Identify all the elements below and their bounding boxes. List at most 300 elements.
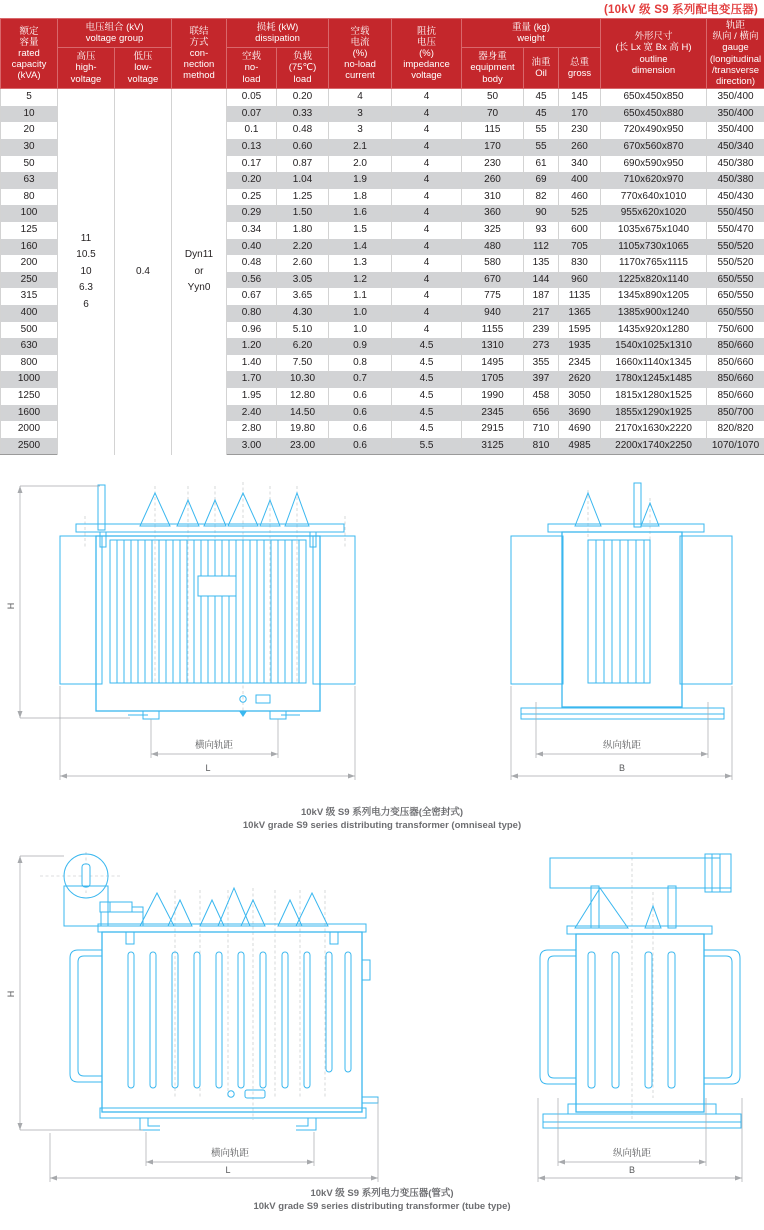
cell-oil: 45: [524, 106, 559, 123]
th-lv-l1: 低压: [133, 51, 153, 63]
cell-oil: 90: [524, 205, 559, 222]
cell-no-load: 0.20: [227, 172, 277, 189]
th-weight-l2: weight: [517, 32, 545, 44]
th-oil-l2: Oil: [535, 67, 547, 79]
th-outline-l4: dimension: [631, 64, 676, 76]
cell-no-load: 1.70: [227, 371, 277, 388]
cell-capacity: 160: [1, 239, 58, 256]
cell-capacity: 200: [1, 255, 58, 272]
cell-dimension: 710x620x970: [601, 172, 707, 189]
th-outline-l1: 外形尺寸: [634, 31, 673, 43]
th-dl-l1: 负载: [293, 51, 313, 63]
cell-oil: 458: [524, 388, 559, 405]
cell-no-load: 0.07: [227, 106, 277, 123]
cell-dimension: 1815x1280x1525: [601, 388, 707, 405]
th-weight-l1: 重量 (kg): [512, 21, 551, 33]
cell-no-load: 0.17: [227, 156, 277, 173]
cell-impedance: 4: [392, 222, 462, 239]
cell-dimension: 1105x730x1065: [601, 239, 707, 256]
th-dnl-l3: load: [242, 73, 261, 85]
cell-oil: 45: [524, 89, 559, 106]
connection-value: Yyn0: [187, 282, 211, 294]
cell-gross: 3050: [559, 388, 601, 405]
cell-body: 1990: [462, 388, 524, 405]
th-dissipation-l1: 损耗 (kW): [256, 21, 299, 33]
tube-drawing: [0, 848, 764, 1188]
cell-no-load: 3.00: [227, 438, 277, 455]
th-dissipation: [227, 19, 329, 48]
cell-load75: 4.30: [277, 305, 329, 322]
cell-body: 310: [462, 189, 524, 206]
th-high-voltage: [58, 47, 115, 88]
cell-oil: 55: [524, 139, 559, 156]
th-gauge-l5: /transverse: [712, 64, 760, 76]
cell-body: 1495: [462, 355, 524, 372]
cell-gross: 2620: [559, 371, 601, 388]
th-nlc-l5: current: [345, 70, 375, 82]
cell-oil: 810: [524, 438, 559, 455]
cell-gauge: 850/660: [707, 371, 764, 388]
cell-body: 940: [462, 305, 524, 322]
cell-dimension: 1660x1140x1345: [601, 355, 707, 372]
th-dl-l2: (75℃): [288, 62, 317, 74]
cell-no-load-current: 2.1: [329, 139, 392, 156]
table-row: [1, 89, 764, 106]
cell-impedance: 4.5: [392, 355, 462, 372]
cell-impedance: 4: [392, 255, 462, 272]
cell-body: 115: [462, 122, 524, 139]
cell-oil: 187: [524, 288, 559, 305]
cell-no-load-current: 0.6: [329, 388, 392, 405]
cell-no-load-current: 1.6: [329, 205, 392, 222]
cell-impedance: 4: [392, 239, 462, 256]
cell-gross: 1595: [559, 322, 601, 339]
cell-impedance: 4.5: [392, 388, 462, 405]
high-voltage-value: 6.3: [79, 282, 93, 294]
cell-dimension: 1170x765x1115: [601, 255, 707, 272]
cell-gauge: 650/550: [707, 305, 764, 322]
cell-capacity: 315: [1, 288, 58, 305]
tube-front-view: [6, 852, 378, 1182]
cell-no-load: 1.95: [227, 388, 277, 405]
th-connection-l2: 方式: [189, 36, 209, 48]
cell-dimension: 2200x1740x2250: [601, 438, 707, 455]
cell-capacity: 250: [1, 272, 58, 289]
cell-connection-merged: [172, 89, 227, 455]
cell-no-load-current: 2.0: [329, 156, 392, 173]
cell-no-load-current: 1.0: [329, 322, 392, 339]
cell-impedance: 4: [392, 106, 462, 123]
cell-no-load-current: 4: [329, 89, 392, 106]
th-voltage-group: [58, 19, 172, 48]
th-oil-l1: 油重: [531, 56, 551, 68]
omniseal-side-width-label: B: [618, 763, 626, 773]
cell-no-load-current: 3: [329, 122, 392, 139]
cell-impedance: 4.5: [392, 405, 462, 422]
cell-gauge: 550/520: [707, 255, 764, 272]
cell-gauge: 850/700: [707, 405, 764, 422]
th-eb-l3: body: [482, 73, 503, 85]
cell-oil: 239: [524, 322, 559, 339]
cell-gross: 4985: [559, 438, 601, 455]
cell-no-load: 0.56: [227, 272, 277, 289]
cell-no-load: 1.40: [227, 355, 277, 372]
tube-side-gauge-label: 纵向轨距: [612, 1148, 652, 1159]
cell-capacity: 100: [1, 205, 58, 222]
cell-load75: 7.50: [277, 355, 329, 372]
th-weight: [462, 19, 601, 48]
th-nlc-l1: 空载: [350, 25, 370, 37]
th-imp-l2: 电压: [417, 36, 437, 48]
th-equipment-body: [462, 47, 524, 88]
cell-no-load: 0.67: [227, 288, 277, 305]
cell-gross: 4690: [559, 421, 601, 438]
cell-body: 775: [462, 288, 524, 305]
cell-dimension: 1435x920x1280: [601, 322, 707, 339]
tube-front-width-label: L: [225, 1165, 231, 1175]
cell-no-load: 0.1: [227, 122, 277, 139]
cell-no-load-current: 1.5: [329, 222, 392, 239]
cell-capacity: 2500: [1, 438, 58, 455]
cell-gross: 230: [559, 122, 601, 139]
cell-high-voltage-merged: [58, 89, 115, 455]
th-connection-l4: nection: [183, 59, 215, 71]
cell-no-load-current: 1.2: [329, 272, 392, 289]
cell-body: 2345: [462, 405, 524, 422]
page-title: (10kV 级 S9 系列配电变压器): [604, 4, 758, 16]
cell-impedance: 4.5: [392, 338, 462, 355]
cell-load75: 5.10: [277, 322, 329, 339]
cell-dimension: 770x640x1010: [601, 189, 707, 206]
cell-no-load: 0.80: [227, 305, 277, 322]
cell-impedance: 4: [392, 288, 462, 305]
high-voltage-value: 10.5: [76, 249, 96, 261]
cell-no-load: 0.96: [227, 322, 277, 339]
cell-no-load: 0.34: [227, 222, 277, 239]
figure-tube-caption-en: 10kV grade S9 series distributing transformer (tube type): [253, 1200, 511, 1212]
cell-oil: 144: [524, 272, 559, 289]
th-dissipation-no-load: [227, 47, 277, 88]
cell-load75: 0.60: [277, 139, 329, 156]
cell-gauge: 450/340: [707, 139, 764, 156]
figure-tube-caption-cn: 10kV 级 S9 系列电力变压器(管式): [310, 1188, 454, 1199]
th-hv-l2: high-: [75, 62, 97, 74]
cell-no-load-current: 3: [329, 106, 392, 123]
cell-load75: 1.04: [277, 172, 329, 189]
th-gauge-l1: 轨距: [726, 20, 746, 31]
cell-dimension: 670x560x870: [601, 139, 707, 156]
cell-impedance: 4: [392, 322, 462, 339]
cell-impedance: 4.5: [392, 371, 462, 388]
cell-load75: 3.05: [277, 272, 329, 289]
th-nlc-l4: no-load: [344, 59, 376, 71]
cell-gauge: 850/660: [707, 338, 764, 355]
th-oil: [524, 47, 559, 88]
cell-capacity: 50: [1, 156, 58, 173]
cell-impedance: 4.5: [392, 421, 462, 438]
tube-side-view: [538, 852, 742, 1182]
cell-oil: 355: [524, 355, 559, 372]
cell-gauge: 820/820: [707, 421, 764, 438]
cell-no-load: 0.29: [227, 205, 277, 222]
th-voltage-group-l2: voltage group: [85, 32, 144, 44]
cell-load75: 1.25: [277, 189, 329, 206]
omniseal-side-view: [511, 483, 732, 780]
cell-capacity: 800: [1, 355, 58, 372]
cell-gauge: 550/520: [707, 239, 764, 256]
omniseal-side-gauge-label: 纵向轨距: [602, 740, 642, 751]
cell-oil: 69: [524, 172, 559, 189]
omniseal-front-height-label: H: [6, 602, 16, 610]
cell-load75: 0.48: [277, 122, 329, 139]
cell-oil: 135: [524, 255, 559, 272]
cell-capacity: 400: [1, 305, 58, 322]
cell-load75: 10.30: [277, 371, 329, 388]
cell-capacity: 2000: [1, 421, 58, 438]
cell-oil: 273: [524, 338, 559, 355]
th-connection-method: [172, 19, 227, 89]
cell-body: 360: [462, 205, 524, 222]
cell-capacity: 630: [1, 338, 58, 355]
th-hv-l3: voltage: [70, 73, 102, 85]
cell-gauge: 350/400: [707, 106, 764, 123]
th-gauge-l4: (longitudinal: [709, 53, 762, 65]
th-gross: [559, 47, 601, 88]
th-hv-l1: 高压: [76, 51, 96, 63]
cell-oil: 61: [524, 156, 559, 173]
cell-oil: 710: [524, 421, 559, 438]
th-rated-capacity-l5: (kVA): [17, 70, 41, 82]
th-impedance-voltage: [392, 19, 462, 89]
th-rated-capacity-l3: rated: [18, 48, 40, 59]
cell-impedance: 4: [392, 172, 462, 189]
tube-front-height-label: H: [6, 990, 16, 998]
th-imp-l4: impedance: [403, 59, 450, 71]
cell-oil: 112: [524, 239, 559, 256]
cell-no-load-current: 1.9: [329, 172, 392, 189]
cell-gross: 960: [559, 272, 601, 289]
cell-gauge: 750/600: [707, 322, 764, 339]
th-lv-l3: voltage: [127, 73, 159, 85]
cell-gauge: 850/660: [707, 355, 764, 372]
cell-gauge: 550/470: [707, 222, 764, 239]
figure-tube-views: [0, 848, 764, 1188]
cell-capacity: 500: [1, 322, 58, 339]
cell-dimension: 1385x900x1240: [601, 305, 707, 322]
cell-gauge: 650/550: [707, 288, 764, 305]
th-rated-capacity: [1, 19, 58, 89]
cell-load75: 0.33: [277, 106, 329, 123]
cell-impedance: 4: [392, 305, 462, 322]
th-connection-l5: method: [183, 70, 215, 82]
figure-omniseal: [0, 478, 764, 833]
cell-gross: 170: [559, 106, 601, 123]
cell-impedance: 5.5: [392, 438, 462, 455]
cell-impedance: 4: [392, 139, 462, 156]
cell-dimension: 1780x1245x1485: [601, 371, 707, 388]
cell-gauge: 350/400: [707, 122, 764, 139]
cell-impedance: 4: [392, 156, 462, 173]
th-no-load-current: [329, 19, 392, 89]
cell-oil: 217: [524, 305, 559, 322]
cell-body: 1705: [462, 371, 524, 388]
figure-omniseal-caption-cn: 10kV 级 S9 系列电力变压器(全密封式): [300, 807, 464, 818]
cell-body: 260: [462, 172, 524, 189]
cell-dimension: 650x450x850: [601, 89, 707, 106]
cell-capacity: 10: [1, 106, 58, 123]
th-nlc-l3: (%): [352, 48, 368, 59]
th-dissipation-l2: dissipation: [255, 32, 300, 44]
cell-oil: 93: [524, 222, 559, 239]
tube-side-width-label: B: [628, 1165, 636, 1175]
omniseal-front-view: [6, 482, 355, 780]
figure-tube-caption: [0, 1188, 764, 1214]
high-voltage-value: 11: [80, 232, 92, 244]
cell-dimension: 2170x1630x2220: [601, 421, 707, 438]
cell-dimension: 690x590x950: [601, 156, 707, 173]
cell-body: 3125: [462, 438, 524, 455]
cell-capacity: 125: [1, 222, 58, 239]
cell-gross: 525: [559, 205, 601, 222]
cell-dimension: 955x620x1020: [601, 205, 707, 222]
cell-no-load-current: 1.4: [329, 239, 392, 256]
th-gross-l2: gross: [567, 67, 592, 79]
connection-value: or: [194, 265, 204, 277]
cell-capacity: 63: [1, 172, 58, 189]
cell-no-load-current: 1.0: [329, 305, 392, 322]
cell-body: 70: [462, 106, 524, 123]
cell-load75: 3.65: [277, 288, 329, 305]
th-gauge-l2: 纵向 / 横向: [712, 31, 759, 43]
th-dnl-l1: 空载: [241, 51, 261, 63]
th-low-voltage: [115, 47, 172, 88]
th-gross-l1: 总重: [570, 56, 590, 68]
cell-capacity: 1250: [1, 388, 58, 405]
cell-body: 1310: [462, 338, 524, 355]
cell-load75: 23.00: [277, 438, 329, 455]
cell-load75: 0.87: [277, 156, 329, 173]
th-nlc-l2: 电流: [350, 36, 370, 48]
cell-capacity: 1600: [1, 405, 58, 422]
cell-load75: 0.20: [277, 89, 329, 106]
cell-no-load: 0.48: [227, 255, 277, 272]
tube-front-gauge-label: 横向轨距: [210, 1148, 250, 1159]
th-imp-l1: 阻抗: [417, 25, 437, 37]
cell-capacity: 20: [1, 122, 58, 139]
th-imp-l3: (%): [419, 48, 434, 59]
cell-no-load: 0.40: [227, 239, 277, 256]
transformer-spec-table: [0, 18, 764, 455]
cell-gauge: 1070/1070: [707, 438, 764, 455]
cell-load75: 12.80: [277, 388, 329, 405]
cell-body: 325: [462, 222, 524, 239]
cell-gauge: 350/400: [707, 89, 764, 106]
cell-no-load: 0.25: [227, 189, 277, 206]
cell-gross: 460: [559, 189, 601, 206]
cell-load75: 6.20: [277, 338, 329, 355]
cell-load75: 1.80: [277, 222, 329, 239]
cell-dimension: 1540x1025x1310: [601, 338, 707, 355]
cell-gauge: 450/380: [707, 156, 764, 173]
cell-gross: 1135: [559, 288, 601, 305]
th-outline-l2: (长 Lx 宽 Bx 高 H): [615, 42, 692, 54]
cell-load75: 1.50: [277, 205, 329, 222]
cell-oil: 55: [524, 122, 559, 139]
cell-dimension: 1225x820x1140: [601, 272, 707, 289]
th-eb-l1: 器身重: [478, 51, 507, 63]
th-dissipation-load-75c: [277, 47, 329, 88]
cell-no-load-current: 0.6: [329, 438, 392, 455]
table-body: [1, 89, 764, 455]
cell-body: 480: [462, 239, 524, 256]
cell-no-load: 2.40: [227, 405, 277, 422]
cell-gross: 705: [559, 239, 601, 256]
cell-impedance: 4: [392, 122, 462, 139]
cell-body: 580: [462, 255, 524, 272]
cell-oil: 397: [524, 371, 559, 388]
cell-gauge: 850/660: [707, 388, 764, 405]
cell-gross: 145: [559, 89, 601, 106]
omniseal-drawing: [0, 478, 764, 803]
cell-body: 170: [462, 139, 524, 156]
connection-value: Dyn11: [184, 249, 214, 261]
th-imp-l5: voltage: [411, 70, 442, 82]
cell-capacity: 30: [1, 139, 58, 156]
th-gauge-l3: gauge: [722, 42, 749, 54]
cell-gross: 3690: [559, 405, 601, 422]
cell-oil: 82: [524, 189, 559, 206]
table-header: [1, 19, 764, 89]
cell-no-load-current: 1.1: [329, 288, 392, 305]
cell-no-load-current: 0.6: [329, 405, 392, 422]
figure-omniseal-caption-en: 10kV grade S9 series distributing transformer (omniseal type): [242, 819, 522, 831]
cell-load75: 2.20: [277, 239, 329, 256]
cell-no-load-current: 0.6: [329, 421, 392, 438]
th-rated-capacity-l4: capacity: [11, 59, 47, 71]
cell-dimension: 1855x1290x1925: [601, 405, 707, 422]
th-dl-l3: load: [293, 73, 312, 85]
omniseal-front-gauge-label: 横向轨距: [194, 740, 234, 751]
cell-oil: 656: [524, 405, 559, 422]
th-connection-l3: con-: [189, 48, 209, 59]
cell-body: 2915: [462, 421, 524, 438]
cell-impedance: 4: [392, 89, 462, 106]
figure-tube: [0, 848, 764, 1214]
cell-gross: 600: [559, 222, 601, 239]
high-voltage-value: 6: [83, 298, 89, 310]
cell-body: 1155: [462, 322, 524, 339]
cell-impedance: 4: [392, 272, 462, 289]
th-rated-capacity-l1: 额定: [19, 25, 39, 37]
cell-no-load-current: 0.7: [329, 371, 392, 388]
cell-load75: 19.80: [277, 421, 329, 438]
th-connection-l1: 联结: [189, 25, 209, 37]
cell-gauge: 550/450: [707, 205, 764, 222]
cell-body: 670: [462, 272, 524, 289]
omniseal-front-width-label: L: [205, 763, 211, 773]
figure-omniseal-caption: [0, 807, 764, 833]
cell-no-load-current: 1.8: [329, 189, 392, 206]
cell-gross: 830: [559, 255, 601, 272]
cell-capacity: 5: [1, 89, 58, 106]
cell-dimension: 720x490x950: [601, 122, 707, 139]
th-gauge: [707, 19, 764, 89]
cell-gauge: 450/430: [707, 189, 764, 206]
th-outline-l3: outline: [639, 53, 668, 65]
cell-dimension: 650x450x880: [601, 106, 707, 123]
cell-no-load: 0.13: [227, 139, 277, 156]
figure-omniseal-views: [0, 478, 764, 803]
